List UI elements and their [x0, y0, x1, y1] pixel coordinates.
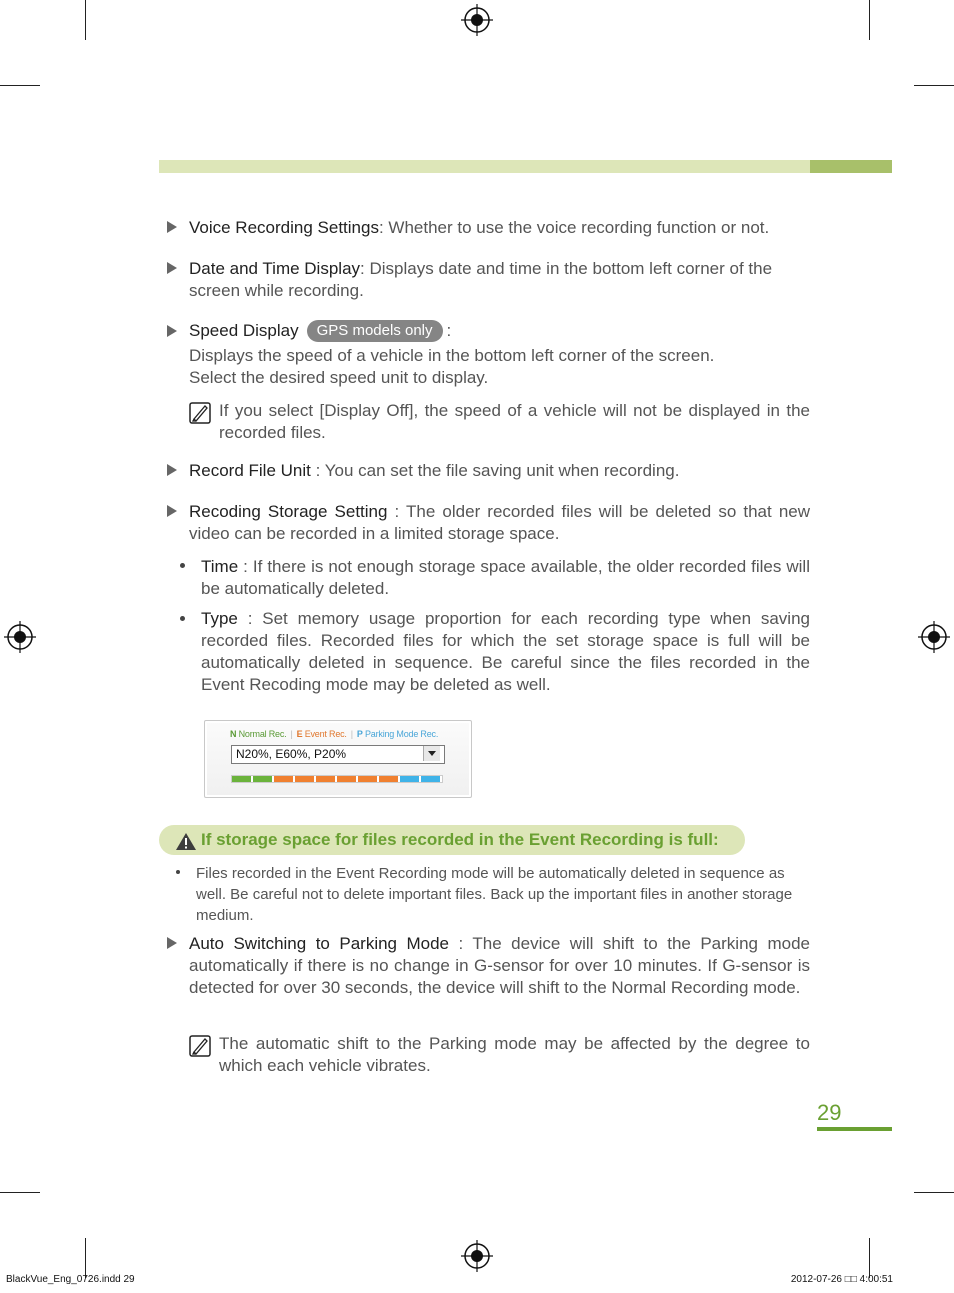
bullet-dot-icon [180, 563, 185, 568]
item-term: Auto Switching to Parking Mode [189, 934, 450, 953]
item-desc: : Set memory usage proportion for each recording type when saving recorded files. Recorded files for which the set storage space is full will be automatically deleted in sequence. Be careful since the files recorded in the Event Recoding mode may be deleted as well. [201, 609, 810, 694]
legend-event-label: Event Rec. [304, 729, 347, 739]
crop-mark [0, 85, 40, 86]
storage-setting-item [189, 501, 810, 545]
triangle-bullet-icon [167, 221, 177, 233]
item-desc: : You can set the file saving unit when recording. [310, 461, 680, 480]
registration-mark-icon [4, 621, 36, 653]
legend-parking-letter: P [356, 729, 363, 739]
crop-mark [914, 85, 954, 86]
bullet-dot-icon [180, 616, 185, 621]
triangle-bullet-icon [167, 937, 177, 949]
crop-mark [85, 1238, 86, 1278]
slug-timestamp: 2012-07-26 □□ 4:00:51 [790, 1274, 893, 1285]
chevron-down-icon[interactable] [423, 746, 440, 761]
triangle-bullet-icon [167, 325, 177, 337]
crop-mark [0, 1192, 40, 1193]
legend-event [297, 729, 347, 739]
caution-bullet: Files recorded in the Event Recording mode will be automatically deleted in sequence as well. Be careful not to delete important files. Back up the important files in another storage medium. [196, 865, 793, 924]
item-desc: : The older recorded files will be deleted so that new video can be recorded in a limited storage space. [189, 502, 810, 543]
bullet-dot-icon [176, 870, 180, 874]
item-desc: : Displays date and time in the bottom left corner of the screen while recording. [189, 259, 773, 300]
crop-mark [869, 1238, 870, 1278]
ratio-segment-event [274, 776, 400, 782]
crop-mark [869, 0, 870, 40]
item-desc: : If there is not enough storage space available, the older recorded files will be automatically deleted. [201, 557, 810, 598]
legend-event-letter: E [296, 729, 303, 739]
item-term: Time [201, 557, 239, 576]
page-number: 29 [817, 1100, 842, 1125]
crop-mark [914, 1192, 954, 1193]
ratio-segment-parking [400, 776, 442, 782]
slug-file-info: BlackVue_Eng_0726.indd 29 [6, 1274, 135, 1285]
page-number-underline [817, 1127, 892, 1131]
legend-parking [357, 729, 438, 739]
crop-mark [85, 0, 86, 40]
triangle-bullet-icon [167, 262, 177, 274]
date-time-item [189, 258, 811, 302]
storage-ratio-bar [231, 775, 443, 783]
item-desc: : The device will shift to the Parking mode automatically if there is no change in G-sensor for over 10 minutes. If G-sensor is detected for over 30 seconds, the device will shift to the Normal Recording mode. [189, 934, 810, 997]
header-band-accent [810, 160, 892, 173]
legend-parking-label: Parking Mode Rec. [365, 729, 439, 739]
item-term: Date and Time Display [189, 259, 361, 278]
gps-models-badge: GPS models only [307, 320, 443, 342]
speed-desc-line-2: Select the desired speed unit to display. [189, 368, 489, 387]
item-colon: : [446, 321, 452, 340]
note-icon [189, 1035, 211, 1057]
warning-icon [175, 832, 197, 851]
legend-separator: | [350, 729, 353, 739]
parking-mode-item [189, 933, 810, 999]
header-band [159, 160, 810, 173]
speed-note: If you select [Display Off], the speed of a vehicle will not be displayed in the recorded files. [219, 401, 810, 442]
caution-title: If storage space for files recorded in the Event Recording is full: [201, 830, 719, 849]
record-file-unit-item [189, 460, 811, 482]
speed-desc-line-1: Displays the speed of a vehicle in the bottom left corner of the screen. [189, 346, 715, 365]
storage-ratio-select[interactable]: N20%, E60%, P20% [231, 745, 445, 764]
registration-mark-icon [461, 4, 493, 36]
ratio-segment-normal [232, 776, 274, 782]
storage-time-item [201, 556, 810, 600]
speed-display-item [189, 320, 811, 342]
storage-type-item [201, 608, 810, 696]
note-icon [189, 402, 211, 424]
voice-recording-item [189, 217, 814, 239]
registration-mark-icon [918, 621, 950, 653]
parking-note: The automatic shift to the Parking mode may be affected by the degree to which each vehicle vibrates. [219, 1034, 810, 1075]
item-term: Record File Unit [189, 461, 311, 480]
legend-normal-label: Normal Rec. [238, 729, 287, 739]
item-term: Speed Display [189, 321, 299, 340]
item-term: Type [201, 609, 238, 628]
legend-normal [230, 729, 286, 739]
panel-legend [230, 729, 438, 739]
legend-separator: | [290, 729, 293, 739]
registration-mark-icon [461, 1240, 493, 1272]
item-term: Recoding Storage Setting [189, 502, 388, 521]
triangle-bullet-icon [167, 464, 177, 476]
item-term: Voice Recording Settings [189, 218, 379, 237]
triangle-bullet-icon [167, 505, 177, 517]
legend-normal-letter: N [230, 729, 237, 739]
item-desc: : Whether to use the voice recording function or not. [378, 218, 770, 237]
